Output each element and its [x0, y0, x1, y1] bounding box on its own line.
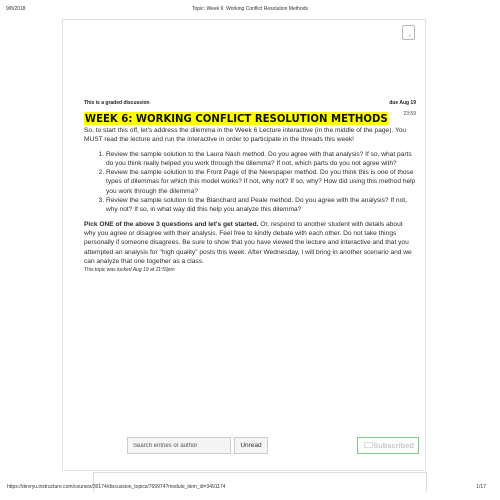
due-date: due Aug 19: [389, 100, 416, 106]
page-number: 1/17: [476, 484, 486, 490]
discussion-content: [84, 100, 416, 273]
graded-row: [84, 100, 416, 109]
print-url: https://devryu.instructure.com/courses/30174/discussion_topics/769974?module_item_id=3491174: [7, 484, 226, 490]
closing-text: Or, respond to another student with details about why you agree or disagree with their analysis. Feel free to kindly debate with each other. Do not take things personally if someone disagrees. Be sure to show that you have viewed the lecture and interactive and that you attempted an analysis for "high quality" posts this week. After Wednesday, I will bring in another scenario and we can analyze that one together as a class.: [84, 220, 412, 265]
options-button[interactable]: [402, 25, 415, 40]
question-item: 3. Review the sample solution to the Blanchard and Peale method. Do you agree with the analysis? If not, why not? If so, in what way did this help you analyze this dilemma?: [106, 196, 416, 215]
search-input[interactable]: [127, 437, 231, 454]
due-time: 23:59: [403, 111, 416, 117]
closing-bold: Pick ONE of the above 3 questions and let's get started.: [84, 220, 259, 228]
discussion-title: WEEK 6: WORKING CONFLICT RESOLUTION METHODS: [84, 112, 388, 125]
unread-button[interactable]: Unread: [234, 437, 268, 454]
question-list: [84, 150, 416, 215]
print-page-title: Topic: Week 6: Working Conflict Resolution Methods: [192, 6, 308, 12]
subscribe-icon: [364, 442, 373, 448]
print-date: 9/8/2018: [6, 6, 26, 12]
chevron-down-icon: ⌄: [407, 32, 412, 38]
intro-paragraph: So, to start this off, let's address the dilemma in the Week 6 Lecture interactive (in the middle of the page). You MUST read the lecture and run the interactive in order to participate in the threads this week!: [84, 127, 407, 144]
lock-note: This topic was locked Aug 19 at 11:59pm: [84, 267, 175, 274]
subscribed-label: Subscribed: [373, 441, 414, 450]
closing-paragraph: [84, 220, 416, 266]
print-header: [0, 6, 500, 16]
question-item: 1. Review the sample solution to the Laura Nash method. Do you agree with that analysis? If so, what parts do you think really helped you work through the dilemma? If not, which parts do you not agree with?: [106, 150, 416, 169]
print-footer: [0, 484, 500, 492]
subscribed-button[interactable]: [357, 437, 419, 454]
question-item: 2. Review the sample solution to the Front Page of the Newspaper method. Do you think this is one of those types of dilemmas for which this model works? If not, why not? If so, why? How did using this method help you work through the dilemma?: [106, 168, 416, 196]
title-row: [84, 109, 416, 126]
graded-label: This is a graded discussion: [84, 100, 150, 106]
